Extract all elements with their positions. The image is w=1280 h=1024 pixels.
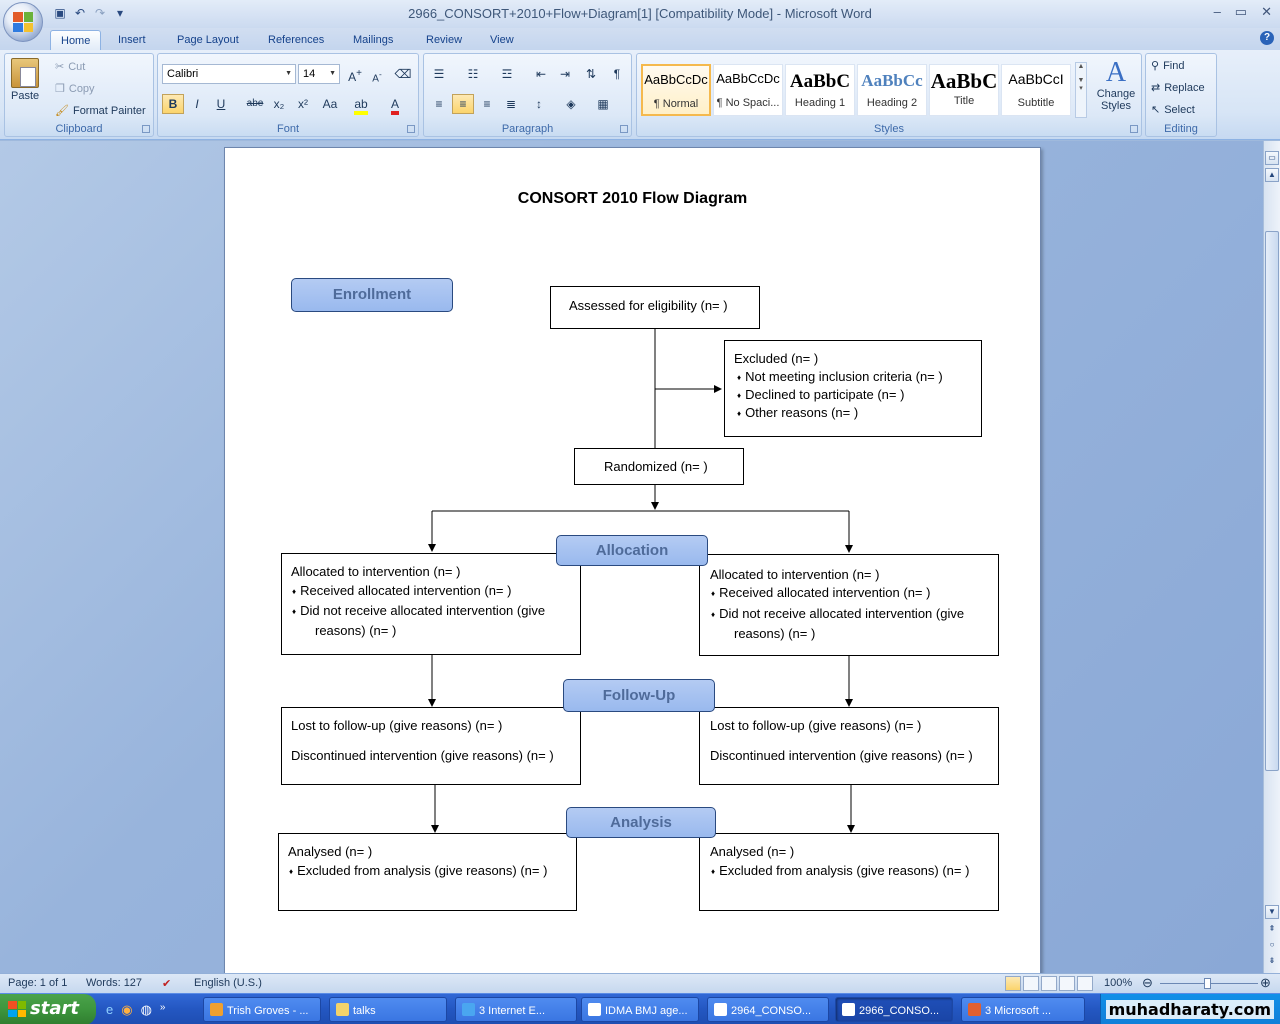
windows-flag-icon <box>8 1001 26 1017</box>
ie-icon <box>462 1003 475 1016</box>
styles-label: Styles <box>874 123 904 135</box>
redo-icon[interactable]: ↷ <box>94 6 106 20</box>
shading-icon[interactable]: ◈ <box>566 97 576 111</box>
excluded-box: Excluded (n= ) ♦ Not meeting inclusion criteria (n= ) ♦ Declined to participate (n= ) ♦ Other reasons (n= ) <box>724 340 982 437</box>
ie-icon[interactable]: e <box>106 1002 114 1017</box>
shrink-font-button[interactable]: A- <box>372 69 382 85</box>
zoom-level[interactable]: 100% <box>1104 977 1133 989</box>
line-spacing-icon[interactable]: ↕ <box>536 97 542 111</box>
justify-icon[interactable]: ≣ <box>505 97 517 111</box>
quick-launch <box>106 1002 165 1018</box>
chevron-down-icon: ▼ <box>329 70 336 77</box>
decrease-indent-icon[interactable]: ⇤ <box>535 67 547 81</box>
tab-review[interactable]: Review <box>426 34 463 46</box>
randomized-box: Randomized (n= ) <box>574 448 744 485</box>
followup-right-box: Lost to follow-up (give reasons) (n= ) Discontinued intervention (give reasons) (n= ) <box>699 707 999 785</box>
align-center-icon[interactable]: ≡ <box>452 94 474 114</box>
vertical-scrollbar[interactable] <box>1263 141 1280 973</box>
sort-icon[interactable]: ⇅ <box>585 67 597 81</box>
scroll-up-icon[interactable]: ▲ <box>1265 168 1279 182</box>
binoculars-icon: ⚲ <box>1151 60 1160 72</box>
list-item: ♦ Other reasons (n= ) <box>737 405 858 420</box>
powerpoint-icon <box>968 1003 981 1016</box>
italic-button[interactable]: I <box>195 97 199 111</box>
scroll-down-icon[interactable]: ▼ <box>1265 905 1279 919</box>
scroll-thumb[interactable] <box>1265 231 1279 771</box>
outline-icon[interactable] <box>1059 976 1075 991</box>
increase-indent-icon[interactable]: ⇥ <box>559 67 571 81</box>
zoom-out-icon[interactable]: ⊖ <box>1142 975 1153 990</box>
subscript-button[interactable]: x₂ <box>273 97 285 111</box>
allocation-stage: Allocation <box>556 535 708 566</box>
multilevel-list-icon[interactable]: ☲ <box>501 67 513 81</box>
diagram-heading: CONSORT 2010 Flow Diagram <box>517 190 748 207</box>
find-button[interactable]: ⚲ Find <box>1151 59 1185 72</box>
ribbon <box>0 50 1280 140</box>
bold-button[interactable]: B <box>162 94 184 114</box>
firefox-icon <box>210 1003 223 1016</box>
style-heading-2[interactable]: AaBbCc Heading 2 <box>857 64 927 116</box>
allocated-right-box: Allocated to intervention (n= ) ♦ Received allocated intervention (n= ) ♦ Did not receive allocated intervention (give reasons) (n= ) <box>699 554 999 656</box>
grow-font-button[interactable]: A+ <box>348 68 362 84</box>
more-icon[interactable]: » <box>159 1002 166 1013</box>
customize-icon[interactable]: ▾ <box>116 6 124 20</box>
paragraph-launcher-icon[interactable] <box>620 125 628 133</box>
tab-view[interactable]: View <box>490 34 514 46</box>
editing-label: Editing <box>1164 123 1198 135</box>
copy-button[interactable]: ❐ Copy <box>55 82 95 95</box>
analysis-left-box: Analysed (n= ) ♦ Excluded from analysis (give reasons) (n= ) <box>278 833 577 911</box>
scissors-icon: ✂ <box>55 61 65 73</box>
align-right-icon[interactable]: ≡ <box>483 97 491 111</box>
word-doc-icon <box>588 1003 601 1016</box>
change-styles-icon: A <box>1105 57 1127 88</box>
start-button[interactable]: start <box>0 994 96 1024</box>
window-controls <box>1214 4 1272 20</box>
print-layout-icon[interactable] <box>1005 976 1021 991</box>
proofing-icon[interactable]: ✔ <box>162 978 172 990</box>
borders-icon[interactable]: ▦ <box>597 97 609 111</box>
web-layout-icon[interactable] <box>1041 976 1057 991</box>
word-doc-icon <box>714 1003 727 1016</box>
analysis-stage: Analysis <box>566 807 716 838</box>
editing-group <box>1145 53 1217 137</box>
previous-page-icon[interactable]: ⇞ <box>1268 924 1276 933</box>
minimize-button[interactable]: – <box>1213 4 1221 19</box>
list-item: ♦ Did not receive allocated intervention (give <box>711 606 964 621</box>
styles-scroll[interactable]: ▲ ▼ ▾ <box>1075 62 1087 118</box>
taskbar-button[interactable]: talks <box>329 997 447 1022</box>
style-no-spacing[interactable]: AaBbCcDc ¶ No Spaci... <box>713 64 783 116</box>
title-bar <box>0 0 1280 28</box>
folder-icon <box>336 1003 349 1016</box>
paragraph-group <box>423 53 632 137</box>
paste-icon <box>11 58 39 88</box>
analysis-right-box: Analysed (n= ) ♦ Excluded from analysis (give reasons) (n= ) <box>699 833 999 911</box>
clear-formatting-icon[interactable]: ⌫ <box>394 67 412 81</box>
word-doc-icon <box>842 1003 855 1016</box>
style-heading-1[interactable]: AaBbC Heading 1 <box>785 64 855 116</box>
taskbar-button[interactable]: 3 Internet E... <box>455 997 577 1022</box>
ribbon-tabs <box>0 28 1280 50</box>
taskbar-button[interactable]: Trish Groves - ... <box>203 997 321 1022</box>
tab-insert[interactable]: Insert <box>118 34 146 46</box>
save-icon[interactable]: ▣ <box>54 6 66 20</box>
cut-button[interactable]: ✂ Cut <box>55 60 86 73</box>
styles-group <box>636 53 1142 137</box>
help-icon[interactable]: ? <box>1260 31 1274 45</box>
office-button[interactable] <box>3 2 43 42</box>
document-page[interactable] <box>224 147 1041 973</box>
app-icon[interactable]: ◍ <box>140 1002 152 1017</box>
style-subtitle[interactable]: AaBbCcI Subtitle <box>1001 64 1071 116</box>
show-marks-icon[interactable]: ¶ <box>613 67 621 81</box>
highlight-icon[interactable]: ab <box>350 94 372 114</box>
tab-home[interactable]: Home <box>50 30 101 50</box>
align-left-icon[interactable]: ≡ <box>435 97 443 111</box>
tab-mailings[interactable]: Mailings <box>353 34 394 46</box>
taskbar-button[interactable]: 2966_CONSO... <box>835 997 953 1022</box>
superscript-button[interactable]: x² <box>298 97 308 111</box>
list-item: ♦ Not meeting inclusion criteria (n= ) <box>737 369 943 384</box>
font-color-icon[interactable]: A <box>384 94 406 114</box>
status-bar <box>0 973 1280 993</box>
paste-button[interactable]: Paste <box>11 58 39 102</box>
next-page-icon[interactable]: ⇟ <box>1268 956 1276 965</box>
list-item: ♦ Excluded from analysis (give reasons) (n= ) <box>289 863 547 878</box>
brush-icon: 🖌 <box>55 105 69 117</box>
firefox-icon[interactable]: ◉ <box>121 1002 133 1017</box>
strikethrough-button[interactable]: abe <box>246 98 264 109</box>
format-painter-button[interactable]: 🖌 Format Painter <box>55 104 146 117</box>
assessed-box: Assessed for eligibility (n= ) <box>550 286 760 329</box>
chevron-down-icon: ▼ <box>285 70 292 77</box>
font-launcher-icon[interactable] <box>407 125 415 133</box>
font-size-combo[interactable]: 14 ▼ <box>298 64 340 84</box>
change-styles-button[interactable]: A Change Styles <box>1096 57 1136 112</box>
style-normal[interactable]: AaBbCcDc ¶ Normal <box>641 64 711 116</box>
ruler-toggle-icon[interactable]: ▭ <box>1265 151 1279 165</box>
clipboard-group <box>4 53 154 137</box>
draft-icon[interactable] <box>1077 976 1093 991</box>
list-item: ♦ Declined to participate (n= ) <box>737 387 904 402</box>
list-item: ♦ Did not receive allocated intervention (give <box>292 603 545 618</box>
taskbar-button[interactable]: 3 Microsoft ... <box>961 997 1085 1022</box>
list-item: ♦ Excluded from analysis (give reasons) (n= ) <box>711 863 969 878</box>
followup-left-box: Lost to follow-up (give reasons) (n= ) Discontinued intervention (give reasons) (n= ) <box>281 707 581 785</box>
paragraph-label: Paragraph <box>501 123 554 135</box>
enrollment-stage: Enrollment <box>291 278 453 312</box>
word-count[interactable]: Words: 127 <box>86 977 143 989</box>
followup-stage: Follow-Up <box>563 679 715 712</box>
taskbar-button[interactable]: IDMA BMJ age... <box>581 997 699 1022</box>
replace-icon: ⇄ <box>1151 82 1161 94</box>
system-tray <box>1100 994 1280 1024</box>
styles-launcher-icon[interactable] <box>1130 125 1138 133</box>
list-item: ♦ Received allocated intervention (n= ) <box>292 583 511 598</box>
tab-references[interactable]: References <box>268 34 325 46</box>
font-label: Font <box>276 123 299 135</box>
page-count[interactable]: Page: 1 of 1 <box>8 977 68 989</box>
style-title[interactable]: AaBbC Title <box>929 64 999 116</box>
taskbar-button[interactable]: 2964_CONSO... <box>707 997 829 1022</box>
language[interactable]: English (U.S.) <box>194 977 262 989</box>
watermark: muhadharaty.com <box>1106 1000 1274 1019</box>
allocated-left-box: Allocated to intervention (n= ) ♦ Received allocated intervention (n= ) ♦ Did not receive allocated intervention (give reasons) (n= ) <box>281 553 581 655</box>
restore-button[interactable]: ▭ <box>1234 4 1248 19</box>
select-button[interactable]: ↖ Select <box>1151 103 1195 116</box>
tab-page-layout[interactable]: Page Layout <box>177 34 239 46</box>
zoom-in-icon[interactable]: ⊕ <box>1260 975 1271 990</box>
replace-button[interactable]: ⇄ Replace <box>1151 81 1205 94</box>
zoom-slider-thumb[interactable] <box>1204 978 1211 989</box>
taskbar <box>0 993 1280 1024</box>
cursor-icon: ↖ <box>1151 104 1161 116</box>
window-title: 2966_CONSORT+2010+Flow+Diagram[1] [Compatibility Mode] - Microsoft Word <box>408 6 872 21</box>
clipboard-label: Clipboard <box>55 123 103 135</box>
underline-button[interactable]: U <box>216 97 226 111</box>
clipboard-launcher-icon[interactable] <box>142 125 150 133</box>
change-case-button[interactable]: Aa <box>322 97 338 111</box>
numbering-icon[interactable]: ☷ <box>467 67 479 81</box>
full-screen-reading-icon[interactable] <box>1023 976 1039 991</box>
close-button[interactable]: ✕ <box>1261 4 1272 19</box>
undo-icon[interactable]: ↶ <box>74 6 86 20</box>
font-group <box>157 53 419 137</box>
copy-icon: ❐ <box>55 83 65 95</box>
font-family-combo[interactable]: Calibri ▼ <box>162 64 296 84</box>
document-area <box>0 141 1263 973</box>
office-logo-icon <box>13 12 33 32</box>
select-browse-object-icon[interactable]: ○ <box>1269 940 1275 949</box>
bullets-icon[interactable]: ☰ <box>433 67 445 81</box>
list-item: ♦ Received allocated intervention (n= ) <box>711 585 930 600</box>
